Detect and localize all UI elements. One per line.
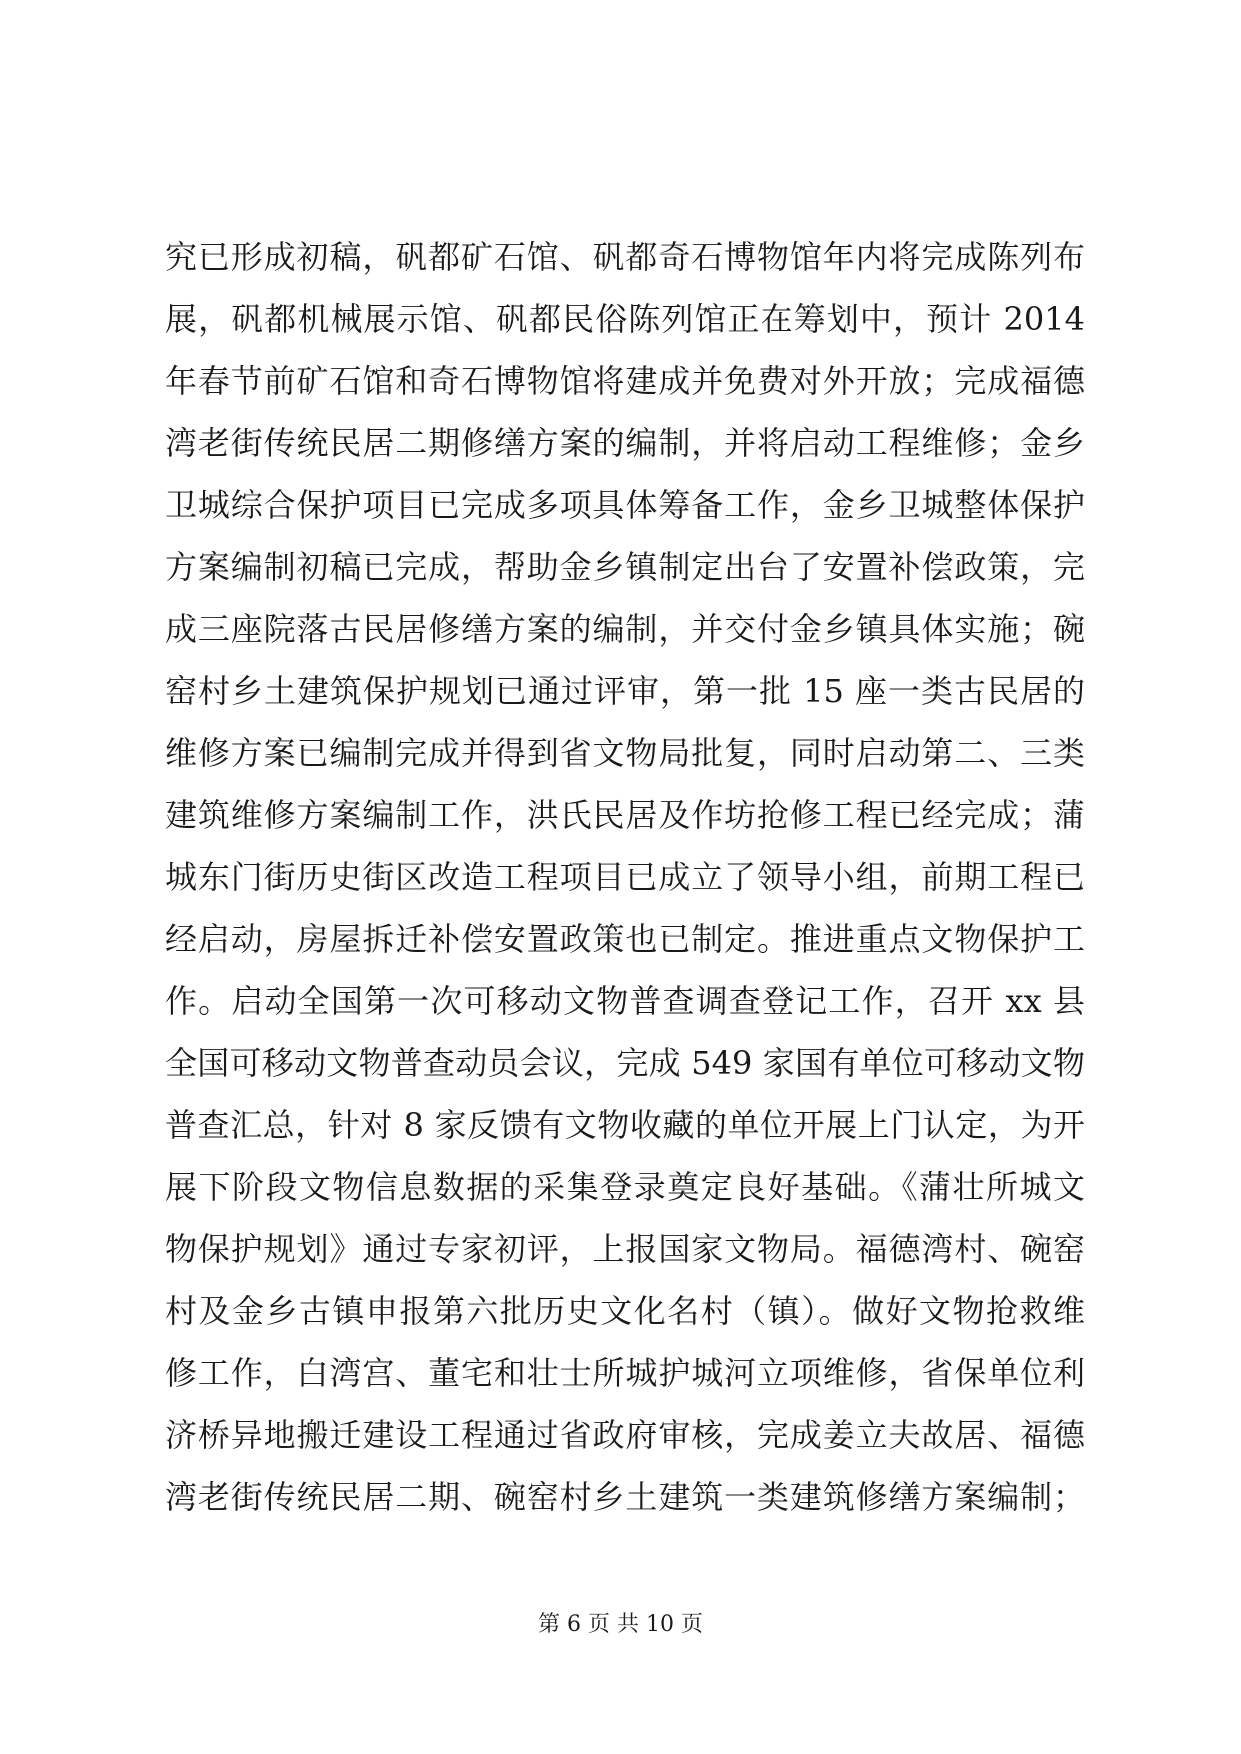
text-line: 窑村乡土建筑保护规划已通过评审，第一批 15 座一类古民居的 [165, 672, 1085, 710]
text-line: 作。启动全国第一次可移动文物普查调查登记工作，召开 xx 县 [165, 982, 1085, 1020]
text-line: 展下阶段文物信息数据的采集登录奠定良好基础。《蒲壮所城文 [165, 1168, 1085, 1206]
text-line: 村及金乡古镇申报第六批历史文化名村（镇）。做好文物抢救维 [165, 1292, 1085, 1330]
text-line: 建筑维修方案编制工作，洪氏民居及作坊抢修工程已经完成；蒲 [165, 796, 1085, 834]
text-line: 维修方案已编制完成并得到省文物局批复，同时启动第二、三类 [165, 734, 1085, 772]
text-line: 济桥异地搬迁建设工程通过省政府审核，完成姜立夫故居、福德 [165, 1416, 1085, 1454]
text-line: 物保护规划》通过专家初评，上报国家文物局。福德湾村、碗窑 [165, 1230, 1085, 1268]
text-line: 方案编制初稿已完成，帮助金乡镇制定出台了安置补偿政策，完 [165, 548, 1085, 586]
page-number-footer: 第 6 页 共 10 页 [538, 1612, 703, 1637]
text-line: 湾老街传统民居二期修缮方案的编制，并将启动工程维修；金乡 [165, 424, 1085, 462]
text-line: 卫城综合保护项目已完成多项具体筹备工作，金乡卫城整体保护 [165, 486, 1085, 524]
text-line: 城东门街历史街区改造工程项目已成立了领导小组，前期工程已 [165, 858, 1085, 896]
text-line: 年春节前矿石馆和奇石博物馆将建成并免费对外开放；完成福德 [165, 362, 1085, 400]
text-line: 展，矾都机械展示馆、矾都民俗陈列馆正在筹划中，预计 2014 [165, 300, 1085, 338]
text-line: 究已形成初稿，矾都矿石馆、矾都奇石博物馆年内将完成陈列布 [165, 238, 1085, 276]
text-line: 全国可移动文物普查动员会议，完成 549 家国有单位可移动文物 [165, 1044, 1085, 1082]
text-line: 成三座院落古民居修缮方案的编制，并交付金乡镇具体实施；碗 [165, 610, 1085, 648]
text-line: 普查汇总，针对 8 家反馈有文物收藏的单位开展上门认定，为开 [165, 1106, 1085, 1144]
text-line: 修工作，白湾宫、董宅和壮士所城护城河立项维修，省保单位利 [165, 1354, 1085, 1392]
body-paragraph [165, 226, 1085, 1528]
text-line: 湾老街传统民居二期、碗窑村乡土建筑一类建筑修缮方案编制； [165, 1478, 1085, 1516]
text-line: 经启动，房屋拆迁补偿安置政策也已制定。推进重点文物保护工 [165, 920, 1085, 958]
